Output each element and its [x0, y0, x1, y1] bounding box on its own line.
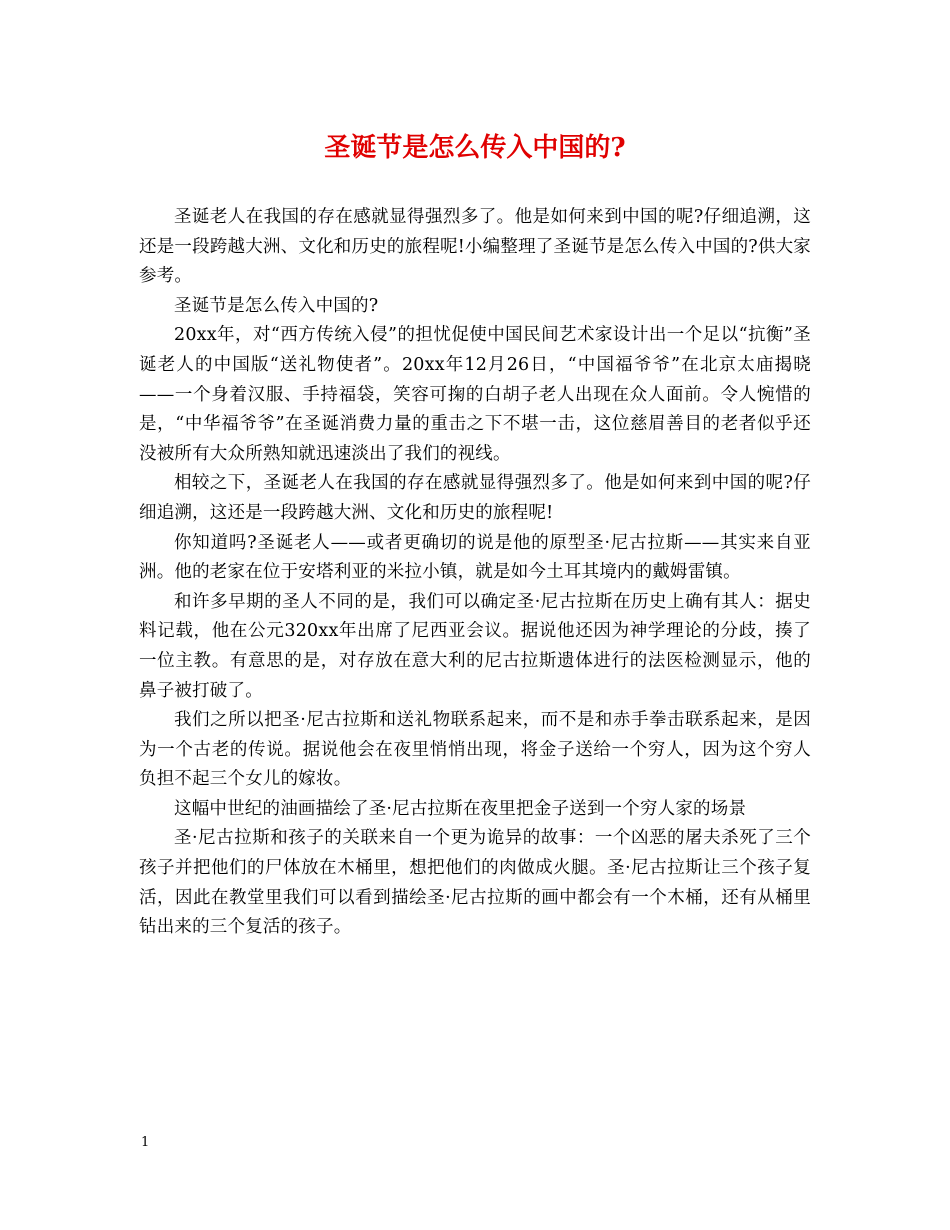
paragraph-legend: 我们之所以把圣·尼古拉斯和送礼物联系起来，而不是和赤手拳击联系起来，是因为一个古老的传说。据说他会在夜里悄悄出现，将金子送给一个穷人，因为这个穷人负担不起三个女儿的嫁妆。 — [139, 710, 811, 790]
page-title: 圣诞节是怎么传入中国的? — [324, 133, 626, 163]
paragraph-origin: 你知道吗?圣诞老人——或者更确切的说是他的原型圣·尼古拉斯——其实来自亚洲。他的老家在位于安塔利亚的米拉小镇，就是如今土耳其境内的戴姆雷镇。 — [139, 532, 811, 583]
paragraph-history: 和许多早期的圣人不同的是，我们可以确定圣·尼古拉斯在历史上确有其人：据史料记载，他在公元320xx年出席了尼西亚会议。据说他还因为神学理论的分歧，揍了一位主教。有意思的是，对存放在意大利的尼古拉斯遗体进行的法医检测显示，他的鼻子被打破了。 — [139, 591, 811, 701]
paragraph-intro: 圣诞老人在我国的存在感就显得强烈多了。他是如何来到中国的呢?仔细追溯，这还是一段跨越大洲、文化和历史的旅程呢!小编整理了圣诞节是怎么传入中国的?供大家参考。 — [139, 207, 811, 287]
paragraph-subheading: 圣诞节是怎么传入中国的? — [174, 295, 379, 316]
paragraph-children-story: 圣·尼古拉斯和孩子的关联来自一个更为诡异的故事：一个凶恶的屠夫杀死了三个孩子并把他们的尸体放在木桶里，想把他们的肉做成火腿。圣·尼古拉斯让三个孩子复活，因此在教堂里我们可以看到描绘圣·尼古拉斯的画中都会有一个木桶，还有从桶里钻出来的三个复活的孩子。 — [139, 828, 811, 938]
document-body — [139, 203, 811, 943]
paragraph-painting-caption: 这幅中世纪的油画描绘了圣·尼古拉斯在夜里把金子送到一个穷人家的场景 — [174, 798, 747, 819]
page-number: 1 — [141, 1135, 150, 1150]
paragraph-comparison: 相较之下，圣诞老人在我国的存在感就显得强烈多了。他是如何来到中国的呢?仔细追溯，这还是一段跨越大洲、文化和历史的旅程呢! — [139, 473, 811, 523]
paragraph-fu-yeye: 20xx年，对“西方传统入侵”的担忧促使中国民间艺术家设计出一个足以“抗衡”圣诞老人的中国版“送礼物使者”。20xx年12月26日，“中国福爷爷”在北京太庙揭晓——一个身着汉服、手持福袋，笑容可掬的白胡子老人出现在众人面前。令人惋惜的是，“中华福爷爷”在圣诞消费力量的重击之下不堪一击，这位慈眉善目的老者似乎还没被所有大众所熟知就迅速淡出了我们的视线。 — [139, 325, 811, 464]
